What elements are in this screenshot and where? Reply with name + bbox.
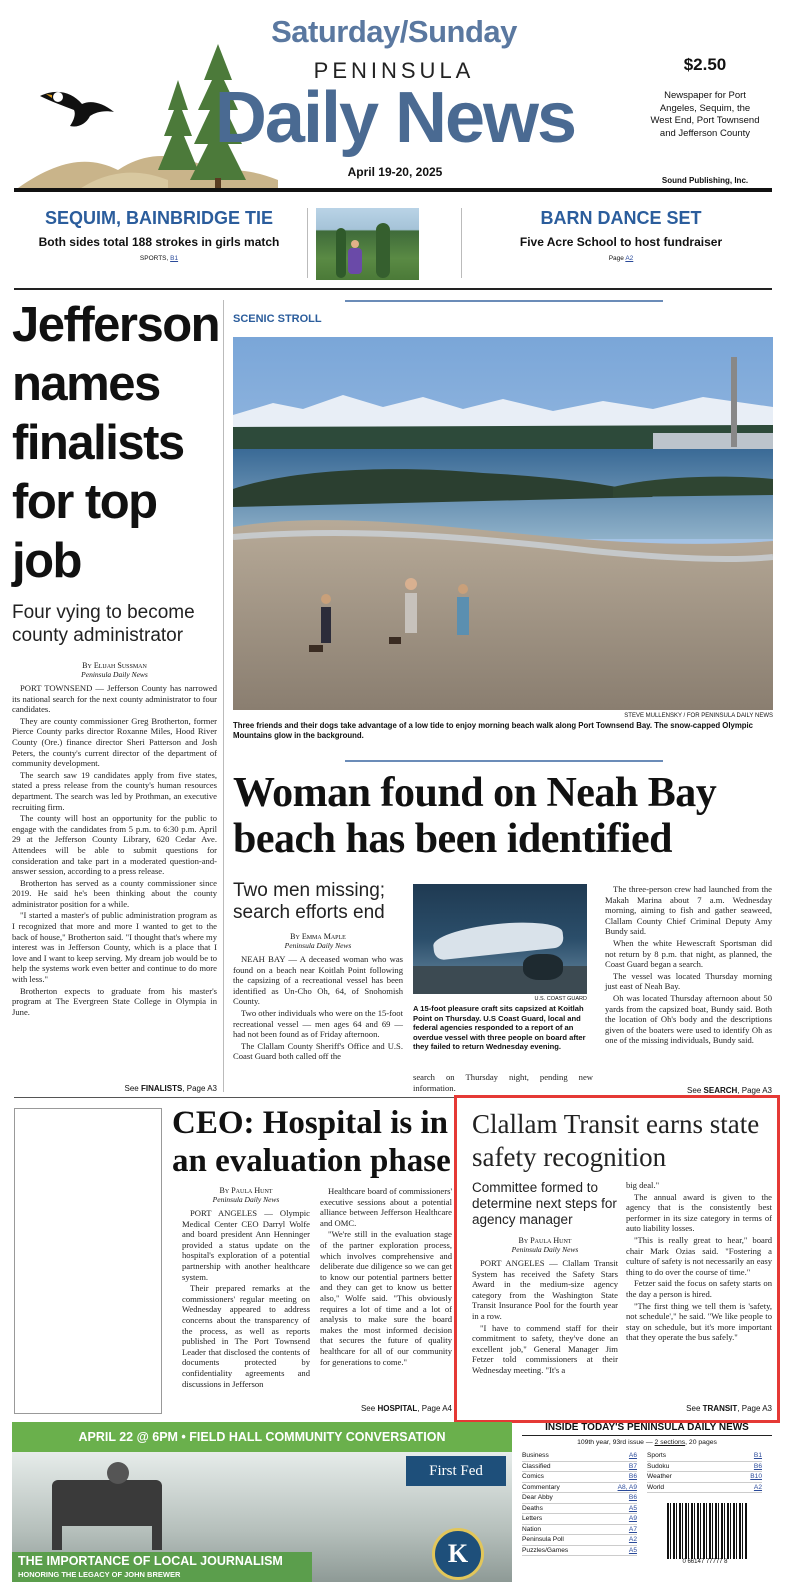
index-label: Puzzles/Games (522, 1546, 569, 1554)
story-headline[interactable]: Woman found on Neah Bay beach has been identified (233, 770, 717, 862)
event-ad[interactable] (12, 1422, 512, 1582)
story-headline[interactable]: Clallam Transit earns state safety recognition (472, 1109, 760, 1172)
story-body (12, 683, 217, 1017)
teaser-headline: BARN DANCE SET (540, 208, 702, 228)
edition-label: Saturday/Sunday (271, 14, 517, 49)
index-row[interactable] (522, 1483, 637, 1494)
photo-caption: Three friends and their dogs take advantage of a low tide to enjoy morning beach walk along Port Townsend Bay. The snow-capped Olympic Mountains glow in the background. (233, 721, 754, 740)
index-label: Nation (522, 1525, 542, 1533)
index-meta-suffix: , 20 pages (685, 1439, 717, 1446)
index-row[interactable] (647, 1462, 762, 1473)
paragraph: When the white Hewescraft Sportsman did not return by 8 p.m. that night, as planned, the Coast Guard began a search. (605, 937, 772, 970)
byline-org: Peninsula Daily News (284, 941, 352, 950)
index-row[interactable] (522, 1535, 637, 1546)
paragraph: PORT ANGELES — Olympic Medical Center CEO Darryl Wolfe and board president Ann Henninger provided a status update on the hospital's exploration of a potential partnership with another healthcare system. (182, 1208, 310, 1282)
jump-key: SEARCH (703, 1086, 738, 1095)
byline-org: Peninsula Daily News (511, 1245, 579, 1254)
teaser-sports[interactable] (14, 204, 304, 280)
index-meta (522, 1439, 772, 1446)
jump-key: TRANSIT (702, 1404, 738, 1413)
index-label: Peninsula Poll (522, 1536, 564, 1543)
teaser-ref-link[interactable]: B1 (170, 255, 179, 262)
story-subhead: Committee formed to determine next steps for agency manager (472, 1180, 617, 1227)
paper-name-top: PENINSULA (313, 58, 475, 83)
teaser-ref-label: Page (608, 255, 624, 262)
index-label: Classified (522, 1462, 551, 1470)
issue-date: April 19-20, 2025 (347, 165, 443, 179)
paragraph: Brotherton expects to graduate from his master's program at The Evergreen State College in Olympia in June. (12, 985, 217, 1017)
index-title: INSIDE TODAY'S PENINSULA DAILY NEWS (522, 1422, 772, 1436)
index-row[interactable] (647, 1472, 762, 1483)
photo-top-rule (345, 300, 663, 302)
jump-page: , Page A3 (182, 1084, 217, 1093)
index-column-left (522, 1451, 637, 1565)
teaser-headline: SEQUIM, BAINBRIDGE TIE (44, 208, 273, 228)
paragraph: NEAH BAY — A deceased woman who was found on a beach near Koitlah Point following the capsizing of a recreational vessel has been identified as Un-Cho Oh, 64, of Snohomish County. (233, 954, 403, 1007)
paragraph: The county will host an opportunity for the public to engage with the candidates from 5 p.m. to 6:30 p.m. April 29 at the Jefferson County Library, 620 Cedar Ave. Attendees will be able to submit questions for consideration and take part in a moderated question-and-answer session, according to a press release. (12, 813, 217, 877)
teaser-divider (307, 208, 308, 278)
index-label: Sports (647, 1452, 667, 1459)
story-headline[interactable]: CEO: Hospital is in an evaluation phase (172, 1105, 451, 1179)
index-row[interactable] (647, 1451, 762, 1462)
masthead-rule (14, 188, 772, 192)
story-body (182, 1208, 310, 1389)
index-meta-sections: 2 sections (654, 1439, 686, 1446)
index-row[interactable] (522, 1472, 637, 1483)
index-page: A2 (628, 1536, 637, 1543)
teaser-ref (470, 255, 772, 262)
story-headline[interactable]: Jefferson names finalists for top job (12, 298, 220, 588)
photo-credit: STEVE MULLENSKY / FOR PENINSULA DAILY NEWS (624, 713, 773, 719)
index-row[interactable] (522, 1451, 637, 1462)
story-transit-col2 (626, 1180, 772, 1344)
index-page: B1 (753, 1452, 762, 1459)
paragraph: Two other individuals who were on the 15-foot recreational vessel — men ages 64 and 69 — had not been found as of Friday afternoon. (233, 1007, 403, 1040)
story-body-tail: search on Thursday night, pending new information. (413, 1072, 593, 1093)
jump-page: , Page A4 (417, 1404, 452, 1413)
index-page: B6 (628, 1494, 637, 1501)
teaser-ref-label: SPORTS, (139, 255, 169, 262)
neahbay-top-rule (345, 760, 663, 762)
index-page: A8, A9 (617, 1483, 637, 1491)
paragraph: The three-person crew had launched from the Makah Marina about 7 a.m. Wednesday morning, aiming to fish and gather seaweed, Clallam County Chief Criminal Deputy Amy Bundy said. (605, 884, 772, 937)
jump-label: See (686, 1404, 701, 1413)
paragraph: "I started a master's of public administration program as I recognized that more and more I wanted to get to the back of house," Brotherton said. "I thought that's where my interest was in Jefferson County, which is a place that I love and I want to keep serving. My dream job would be to help the systems work even better and continue to do more with less." (12, 910, 217, 985)
index-row[interactable] (522, 1504, 637, 1515)
boat-photo (413, 884, 587, 994)
index-column-right (647, 1451, 762, 1565)
paragraph: Brotherton has served as a county commissioner since 2019. He said he's been thinking about the county administrator position for a while. (12, 877, 217, 909)
index-row[interactable] (522, 1525, 637, 1536)
byline: By Emma Maple (290, 932, 346, 941)
index-page: B10 (750, 1473, 762, 1480)
index-label: Sudoku (647, 1462, 670, 1470)
paragraph: Oh was located Thursday afternoon about 50 yards from the capsized boat, Bundy said. Both the location of Oh's body and the descriptions given of the boaters were used to identify Oh as one of the missing individuals, Bundy said. (605, 992, 772, 1046)
paragraph: big deal." (626, 1180, 660, 1190)
index-row[interactable] (522, 1546, 637, 1557)
jump-label: See (360, 1404, 376, 1413)
jump-key: FINALISTS (140, 1084, 183, 1093)
paragraph: "We're still in the evaluation stage of the partner exploration process, which involves comprehensive and deliberate due diligence so we can get to know our potential partners better and they can get to know us better also," Wolfe said. "This obviously requires a lot of time and a lot of analysis to make sure the board makes the most informed decision that secures the future of quality healthcare for all of our community for generations to come." (320, 1229, 452, 1367)
story-body (233, 954, 403, 1062)
index-label: Commentary (522, 1483, 560, 1491)
byline-org: Peninsula Daily News (212, 1195, 280, 1204)
jump-link-transit[interactable] (626, 1404, 772, 1413)
paragraph: They are county commissioner Greg Brotherton, former Pierce County parks director Roxanne Miles, Hood River County (Ore.) finance director Sheri Patterson and Josh Peters, the county's current director of the department of community development. (12, 715, 217, 769)
teaser-ref (14, 255, 304, 262)
index-page: B6 (628, 1473, 637, 1480)
ad-placeholder-box (14, 1108, 162, 1414)
paragraph: The search saw 19 candidates apply from five states, stated a press release from the county's human resources department. The search was led by Prothman, an executive recruiting firm. (12, 769, 217, 812)
ad-subtitle: HONORING THE LEGACY OF JOHN BREWER (18, 1570, 181, 1579)
publisher: Sound Publishing, Inc. (661, 176, 749, 185)
byline-org: Peninsula Daily News (81, 670, 148, 679)
index-meta-prefix: 109th year, 93rd issue — (577, 1439, 653, 1446)
story-subhead: Two men missing; search efforts end (233, 880, 386, 923)
jump-link-finalists[interactable] (12, 1084, 217, 1093)
masthead (0, 0, 788, 195)
paragraph: Fetzer said the focus on safety starts on the day a person is hired. (626, 1278, 772, 1299)
paragraph: The Clallam County Sheriff's Office and U.S. Coast Guard both called off the (233, 1040, 403, 1062)
index-page: A5 (628, 1546, 637, 1554)
column-divider (223, 300, 224, 1092)
byline: By Paula Hunt (219, 1186, 273, 1195)
jump-label: See (687, 1086, 702, 1095)
section-rule (14, 288, 772, 290)
sponsor-name: First Fed (429, 1463, 483, 1479)
seal-icon (432, 1528, 484, 1580)
paragraph: "This is really great to hear," board chair Mark Ozias said. "Fostering a culture of safety is not necessarily an easy thing to do over the course of time." (626, 1234, 772, 1277)
story-neahbay-col1 (233, 880, 403, 1063)
teaser-ref-link[interactable]: A2 (625, 255, 634, 262)
tagline: Newspaper for Port Angeles, Sequim, the West End, Port Townsend and Jefferson County (650, 90, 760, 139)
byline: By Paula Hunt (518, 1236, 572, 1245)
index-label: Letters (522, 1515, 543, 1522)
inside-index (522, 1422, 772, 1582)
jump-page: , Page A3 (737, 1086, 772, 1095)
index-page: A9 (628, 1515, 637, 1522)
story-jefferson (12, 296, 220, 1096)
paper-name-main: Daily News (214, 78, 576, 158)
index-page: A6 (628, 1452, 637, 1459)
index-label: World (647, 1483, 665, 1491)
index-row[interactable] (647, 1483, 762, 1494)
barcode (667, 1503, 747, 1559)
index-page: A7 (628, 1525, 637, 1533)
sponsor-logo (406, 1456, 506, 1486)
teaser-barn-dance[interactable] (470, 204, 772, 280)
paragraph: PORT TOWNSEND — Jefferson County has narrowed its national search for the next county administrator to four candidates. (12, 683, 217, 715)
price: $2.50 (683, 55, 727, 74)
index-label: Deaths (522, 1504, 543, 1512)
photo-caption: A 15-foot pleasure craft sits capsized at Koitlah Point on Thursday. U.S Coast Guard, local and federal agencies responded to a report of an overdue vessel with three people on board after they failed to return Wednesday evening. (413, 1004, 586, 1052)
paragraph: Healthcare board of commissioners' executive sessions about a potential alliance between Jefferson Healthcare and OMC. (320, 1186, 452, 1228)
teaser-subhead: Both sides total 188 strokes in girls match (38, 235, 280, 249)
scenic-photo (233, 337, 773, 710)
index-label: Dear Abby (522, 1494, 553, 1501)
story-subhead: Four vying to become county administrator (12, 602, 195, 646)
teaser-subhead: Five Acre School to host fundraiser (519, 235, 723, 249)
index-page: B7 (628, 1462, 637, 1470)
index-page: B6 (753, 1462, 762, 1470)
jump-label: See (124, 1084, 139, 1093)
ad-title: THE IMPORTANCE OF LOCAL JOURNALISM (18, 1554, 283, 1568)
byline: By Elijah Sussman (82, 661, 147, 670)
index-row[interactable] (522, 1493, 637, 1504)
photo-kicker: SCENIC STROLL (233, 313, 322, 325)
beach-photo-illustration (233, 337, 773, 710)
story-body (472, 1258, 618, 1376)
index-row[interactable] (522, 1514, 637, 1525)
paragraph: "The first thing we tell them is 'safety, not schedule'," he said. "We like people to stay on schedule, but it's more important that they operate the bus safely." (626, 1300, 772, 1343)
index-label: Weather (647, 1473, 672, 1480)
index-label: Comics (522, 1473, 544, 1480)
paragraph: Their prepared remarks at the commissioners' regular meeting on Wednesday appeared to address concerns about the transparency of the process, as well as reports published in The Port Townsend Leader that disclosed the contents of documents protected by confidentiality agreements and discussions in Jefferson (182, 1283, 310, 1389)
jump-link-search[interactable] (605, 1086, 772, 1095)
story-transit-col1 (472, 1180, 618, 1377)
story-hospital-col1 (182, 1186, 310, 1390)
story-neahbay-col3 (605, 884, 772, 1047)
seal-letter: K (447, 1539, 469, 1568)
index-page: A2 (753, 1483, 762, 1491)
jump-page: , Page A3 (737, 1404, 772, 1413)
index-row[interactable] (522, 1462, 637, 1473)
paragraph: PORT ANGELES — Clallam Transit System has received the Safety Stars Award in the medium-size agency category from the Washington State Transit Insurance Pool for the fourth year in a row. (472, 1258, 618, 1321)
story-hospital-col2 (320, 1186, 452, 1416)
photo-credit: U.S. COAST GUARD (534, 996, 587, 1002)
jump-key: HOSPITAL (377, 1404, 418, 1413)
jump-link-hospital[interactable] (320, 1404, 452, 1413)
paragraph: The vessel was located Thursday morning just east of Neah Bay. (605, 970, 772, 992)
paragraph: The annual award is given to the agency that is the consistently best performer in its size category in terms of auto liability losses. (626, 1191, 772, 1234)
teaser-photo (316, 208, 419, 280)
paragraph: "I have to commend staff for their commitment to safety, they've done an excellent job," General Manager Jim Fetzer told commissioners at their Wednesday meeting. "It's a (472, 1322, 618, 1375)
index-page: A5 (628, 1504, 637, 1512)
teaser-divider (461, 208, 462, 278)
ad-banner: APRIL 22 @ 6PM • FIELD HALL COMMUNITY CONVERSATION (12, 1422, 512, 1452)
index-label: Business (522, 1452, 549, 1459)
barcode-number: 0 66147 77777 8 (682, 1559, 728, 1565)
